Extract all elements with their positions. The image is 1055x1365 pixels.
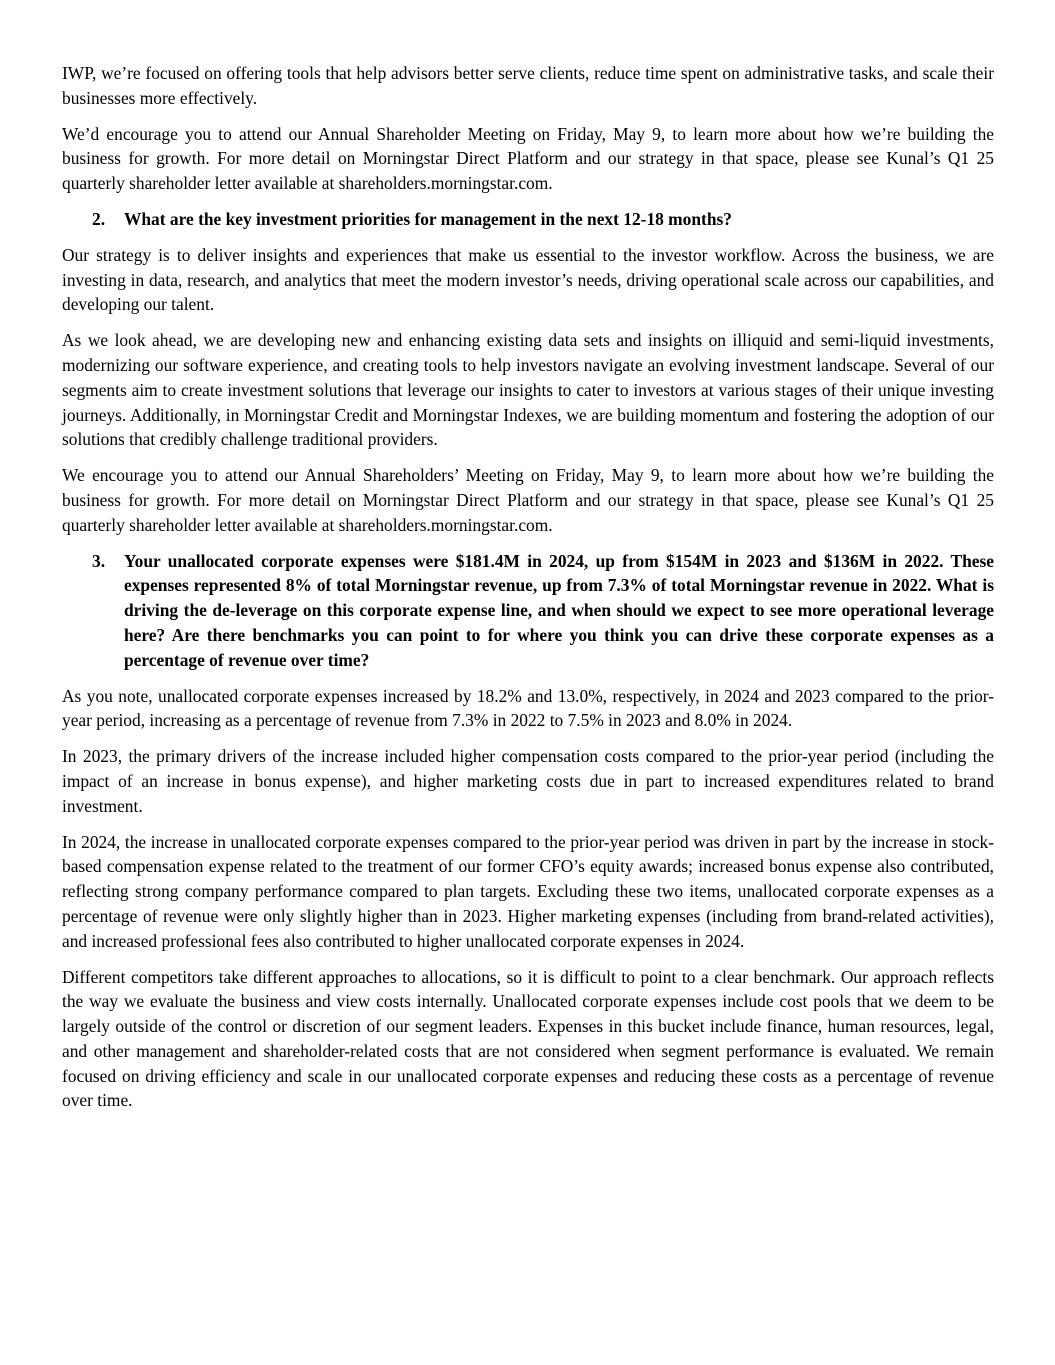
question-3 [62, 549, 994, 673]
paragraph-expense-increase: As you note, unallocated corporate expenses increased by 18.2% and 13.0%, respectively, in 2024 and 2023 compared to the prior-year period, increasing as a percentage of revenue from 7.3% in 2022 to 7.5% in 2023 and 8.0% in 2024. [62, 685, 994, 731]
question-3-number: 3. [92, 550, 106, 571]
question-3-text: Your unallocated corporate expenses were $181.4M in 2024, up from $154M in 2023 and $136M in 2022. These expenses represented 8% of total Morningstar revenue, up from 7.3% of total Morningstar revenue in 2022. What is driving the de-leverage on this corporate expense line, and when should we expect to see more operational leverage here? Are there benchmarks you can point to for where you think you can drive these corporate expenses as a percentage of revenue over time? [124, 550, 994, 670]
paragraph-strategy: Our strategy is to deliver insights and experiences that make us essential to the investor workflow. Across the business, we are investing in data, research, and analytics that meet the modern investor’s needs, driving operational scale across our capabilities, and developing our talent. [62, 244, 994, 315]
question-2 [62, 207, 994, 232]
paragraph-iwp-tools: IWP, we’re focused on offering tools that help advisors better serve clients, reduce time spent on administrative tasks, and scale their businesses more effectively. [62, 63, 994, 108]
paragraph-shareholder-meeting-1: We’d encourage you to attend our Annual Shareholder Meeting on Friday, May 9, to learn more about how we’re building the business for growth. For more detail on Morningstar Direct Platform and our strategy in that space, please see Kunal’s Q1 25 quarterly shareholder letter available at shareholders.morningstar.com. [62, 123, 994, 194]
document-page [62, 61, 994, 1124]
paragraph-looking-ahead: As we look ahead, we are developing new and enhancing existing data sets and insights on illiquid and semi-liquid investments, modernizing our software experience, and creating tools to help investors navigate an evolving investment landscape. Several of our segments aim to create investment solutions that leverage our insights to cater to investors at various stages of their unique investing journeys. Additionally, in Morningstar Credit and Morningstar Indexes, we are building momentum and fostering the adoption of our solutions that credibly challenge traditional providers. [62, 330, 994, 450]
paragraph-shareholder-meeting-2: We encourage you to attend our Annual Shareholders’ Meeting on Friday, May 9, to learn more about how we’re building the business for growth. For more detail on Morningstar Direct Platform and our strategy in that space, please see Kunal’s Q1 25 quarterly shareholder letter available at shareholders.morningstar.com. [62, 465, 994, 535]
question-2-text: What are the key investment priorities for management in the next 12-18 months? [124, 208, 732, 229]
question-2-number: 2. [92, 208, 106, 229]
paragraph-benchmarks: Different competitors take different approaches to allocations, so it is difficult to point to a clear benchmark. Our approach reflects the way we evaluate the business and view costs internally. Unallocated corporate expenses include cost pools that we deem to be largely outside of the control or discretion of our segment leaders. Expenses in this bucket include finance, human resources, legal, and other management and shareholder-related costs that are not considered when segment performance is evaluated. We remain focused on driving efficiency and scale in our unallocated corporate expenses and reducing these costs as a percentage of revenue over time. [62, 966, 994, 1111]
paragraph-2024-drivers: In 2024, the increase in unallocated corporate expenses compared to the prior-year period was driven in part by the increase in stock-based compensation expense related to the treatment of our former CFO’s equity awards; increased bonus expense also contributed, reflecting strong company performance compared to plan targets. Excluding these two items, unallocated corporate expenses as a percentage of revenue were only slightly higher than in 2023. Higher marketing expenses (including from brand-related activities), and increased professional fees also contributed to higher unallocated corporate expenses in 2024. [62, 831, 994, 951]
paragraph-2023-drivers: In 2023, the primary drivers of the increase included higher compensation costs compared to the prior-year period (including the impact of an increase in bonus expense), and higher marketing costs due in part to increased expenditures related to brand investment. [62, 746, 994, 816]
